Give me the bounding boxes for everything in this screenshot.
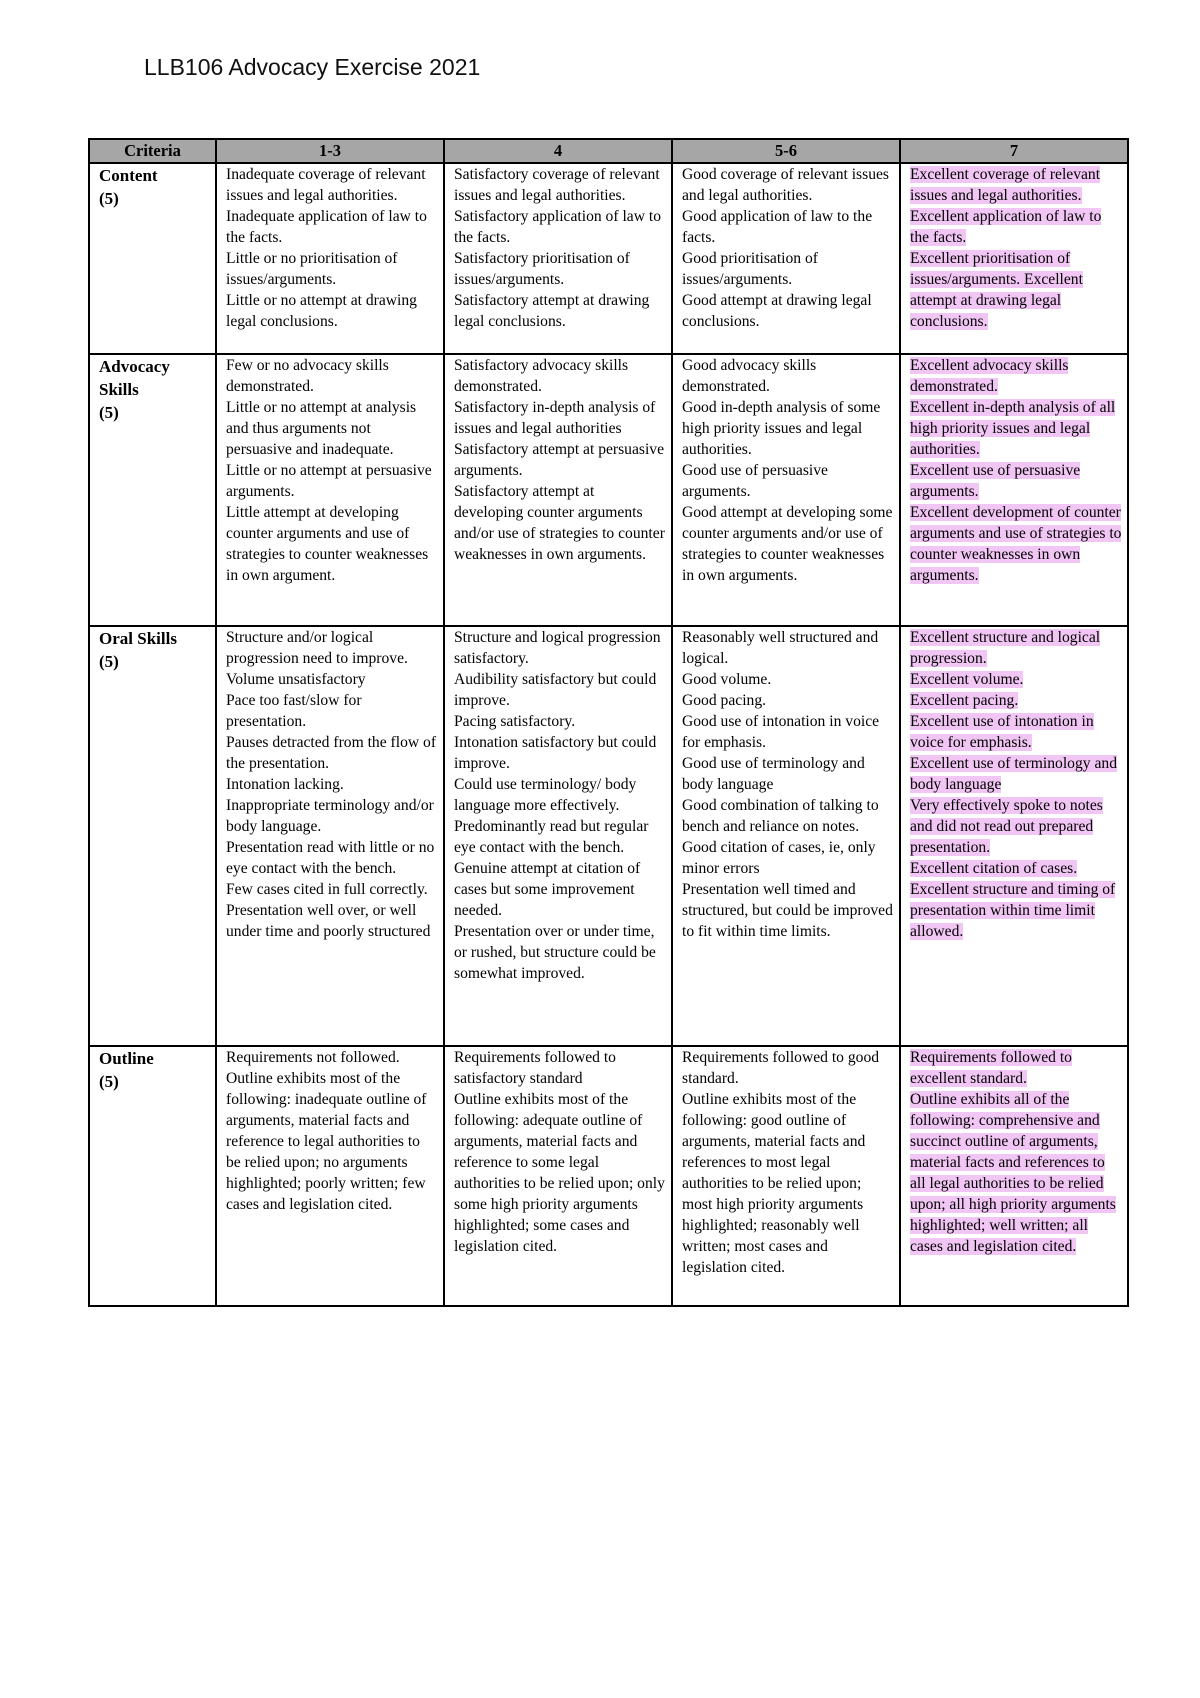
descriptor-line: Inappropriate terminology and/or body language.	[226, 797, 434, 835]
descriptor-line: Requirements not followed.	[226, 1049, 400, 1066]
descriptor-line: Good attempt at developing some counter arguments and/or use of strategies to counter weaknesses in own arguments.	[682, 504, 893, 584]
descriptor-line: Satisfactory in-depth analysis of issues and legal authorities	[454, 399, 656, 437]
descriptor-line: Good attempt at drawing legal conclusions.	[682, 292, 872, 330]
descriptor-line: Good use of terminology and body language	[682, 755, 865, 793]
descriptor-line: Few or no advocacy skills demonstrated.	[226, 357, 389, 395]
highlighted-text: Excellent use of terminology and body language	[910, 755, 1117, 793]
descriptor-cell-4	[444, 354, 672, 626]
descriptor-line: Pacing satisfactory.	[454, 713, 576, 730]
descriptor-line: Good application of law to the facts.	[682, 208, 873, 246]
criterion-name: Content	[99, 166, 158, 185]
criterion-cell	[89, 1046, 216, 1306]
descriptor-line	[910, 206, 1122, 248]
descriptor-line: Requirements followed to good standard.	[682, 1049, 880, 1087]
descriptor-line: Presentation over or under time, or rushed, but structure could be somewhat improved.	[454, 923, 656, 982]
descriptor-cell-1-3	[216, 354, 444, 626]
descriptor-line: Presentation well over, or well under time and poorly structured	[226, 902, 431, 940]
descriptor-line: Satisfactory coverage of relevant issues and legal authorities.	[454, 166, 660, 204]
descriptor-line	[910, 795, 1122, 858]
table-row	[89, 354, 1128, 626]
highlighted-text: Excellent structure and timing of presentation within time limit allowed.	[910, 881, 1116, 940]
descriptor-cell-1-3	[216, 163, 444, 354]
table-row	[89, 163, 1128, 354]
header-4: 4	[444, 139, 672, 163]
descriptor-line	[910, 879, 1122, 942]
highlighted-text: Requirements followed to excellent standard.	[910, 1049, 1072, 1087]
page-title: LLB106 Advocacy Exercise 2021	[144, 54, 481, 80]
table-row	[89, 626, 1128, 1046]
descriptor-cell-4	[444, 626, 672, 1046]
descriptor-line: Reasonably well structured and logical.	[682, 629, 879, 667]
descriptor-line: Structure and logical progression satisfactory.	[454, 629, 661, 667]
descriptor-line: Presentation well timed and structured, but could be improved to fit within time limits.	[682, 881, 893, 940]
descriptor-line: Good in-depth analysis of some high priority issues and legal authorities.	[682, 399, 881, 458]
descriptor-line: Inadequate application of law to the facts.	[226, 208, 427, 246]
descriptor-line	[910, 460, 1122, 502]
descriptor-cell-5-6	[672, 163, 900, 354]
descriptor-line: Outline exhibits most of the following: adequate outline of arguments, material facts and reference to some legal authorities to be relied upon; only some high priority arguments highlighted; some cases and legislation cited.	[454, 1091, 665, 1255]
descriptor-line: Presentation read with little or no eye contact with the bench.	[226, 839, 435, 877]
descriptor-line: Good volume.	[682, 671, 772, 688]
descriptor-line	[910, 669, 1122, 690]
highlighted-text: Excellent volume.	[910, 671, 1024, 688]
descriptor-cell-4	[444, 163, 672, 354]
descriptor-cell-7	[900, 163, 1128, 354]
descriptor-line	[910, 1047, 1122, 1089]
descriptor-line	[910, 858, 1122, 879]
header-7: 7	[900, 139, 1128, 163]
descriptor-line	[910, 627, 1122, 669]
descriptor-line	[910, 753, 1122, 795]
criterion-marks: (5)	[99, 652, 119, 671]
descriptor-line	[910, 248, 1122, 332]
descriptor-line	[910, 711, 1122, 753]
descriptor-line: Satisfactory attempt at developing counter arguments and/or use of strategies to counter weaknesses in own arguments.	[454, 483, 665, 563]
criterion-name: Outline	[99, 1049, 154, 1068]
header-1-3: 1-3	[216, 139, 444, 163]
descriptor-line: Genuine attempt at citation of cases but some improvement needed.	[454, 860, 641, 919]
descriptor-cell-5-6	[672, 1046, 900, 1306]
highlighted-text: Excellent prioritisation of issues/arguments. Excellent attempt at drawing legal conclusions.	[910, 250, 1083, 330]
descriptor-cell-4	[444, 1046, 672, 1306]
descriptor-line: Little or no attempt at analysis and thus arguments not persuasive and inadequate.	[226, 399, 417, 458]
header-5-6: 5-6	[672, 139, 900, 163]
descriptor-line: Satisfactory prioritisation of issues/arguments.	[454, 250, 630, 288]
descriptor-line: Little or no attempt at drawing legal conclusions.	[226, 292, 417, 330]
descriptor-line: Good advocacy skills demonstrated.	[682, 357, 817, 395]
criterion-marks: (5)	[99, 403, 119, 422]
descriptor-line: Satisfactory application of law to the facts.	[454, 208, 661, 246]
highlighted-text: Very effectively spoke to notes and did not read out prepared presentation.	[910, 797, 1103, 856]
highlighted-text: Excellent use of intonation in voice for emphasis.	[910, 713, 1094, 751]
highlighted-text: Excellent structure and logical progression.	[910, 629, 1101, 667]
highlighted-text: Excellent citation of cases.	[910, 860, 1078, 877]
table-row	[89, 1046, 1128, 1306]
criterion-cell	[89, 163, 216, 354]
descriptor-line: Good use of persuasive arguments.	[682, 462, 828, 500]
highlighted-text: Excellent application of law to the facts.	[910, 208, 1102, 246]
highlighted-text: Excellent advocacy skills demonstrated.	[910, 357, 1069, 395]
descriptor-cell-1-3	[216, 626, 444, 1046]
descriptor-line: Satisfactory attempt at drawing legal conclusions.	[454, 292, 650, 330]
descriptor-line: Predominantly read but regular eye contact with the bench.	[454, 818, 649, 856]
descriptor-line: Structure and/or logical progression need to improve.	[226, 629, 408, 667]
descriptor-line	[910, 690, 1122, 711]
descriptor-line: Satisfactory advocacy skills demonstrated.	[454, 357, 629, 395]
descriptor-line: Good citation of cases, ie, only minor errors	[682, 839, 876, 877]
descriptor-cell-7	[900, 1046, 1128, 1306]
descriptor-line: Good prioritisation of issues/arguments.	[682, 250, 818, 288]
descriptor-line: Good combination of talking to bench and reliance on notes.	[682, 797, 879, 835]
descriptor-cell-1-3	[216, 1046, 444, 1306]
criterion-marks: (5)	[99, 1072, 119, 1091]
descriptor-line: Outline exhibits most of the following: inadequate outline of arguments, material facts and reference to legal authorities to be relied upon; no arguments highlighted; poorly written; few cases and legislation cited.	[226, 1070, 427, 1213]
descriptor-line: Good coverage of relevant issues and legal authorities.	[682, 166, 889, 204]
highlighted-text: Outline exhibits all of the following: comprehensive and succinct outline of arguments, material facts and references to all legal authorities to be relied upon; all high priority arguments highlighted; well written; all cases and legislation cited.	[910, 1091, 1116, 1255]
descriptor-line: Good pacing.	[682, 692, 767, 709]
descriptor-line	[910, 355, 1122, 397]
descriptor-line: Requirements followed to satisfactory standard	[454, 1049, 616, 1087]
descriptor-line: Little or no attempt at persuasive arguments.	[226, 462, 432, 500]
descriptor-line: Few cases cited in full correctly.	[226, 881, 428, 898]
rubric-table	[88, 138, 1129, 1307]
descriptor-cell-7	[900, 354, 1128, 626]
descriptor-line: Good use of intonation in voice for emphasis.	[682, 713, 880, 751]
descriptor-line: Little attempt at developing counter arguments and use of strategies to counter weaknesses in own argument.	[226, 504, 429, 584]
descriptor-line: Outline exhibits most of the following: good outline of arguments, material facts and references to most legal authorities to be relied upon; most high priority arguments highlighted; reasonably well written; most cases and legislation cited.	[682, 1091, 866, 1276]
highlighted-text: Excellent pacing.	[910, 692, 1019, 709]
descriptor-line: Intonation satisfactory but could improve.	[454, 734, 657, 772]
descriptor-line: Pace too fast/slow for presentation.	[226, 692, 362, 730]
descriptor-cell-5-6	[672, 626, 900, 1046]
descriptor-line: Satisfactory attempt at persuasive arguments.	[454, 441, 665, 479]
criterion-name: Advocacy Skills	[99, 357, 170, 399]
highlighted-text: Excellent development of counter arguments and use of strategies to counter weaknesses in own arguments.	[910, 504, 1122, 584]
descriptor-line: Intonation lacking.	[226, 776, 344, 793]
criterion-cell	[89, 626, 216, 1046]
descriptor-line	[910, 502, 1122, 586]
highlighted-text: Excellent in-depth analysis of all high priority issues and legal authorities.	[910, 399, 1116, 458]
descriptor-line: Pauses detracted from the flow of the presentation.	[226, 734, 437, 772]
criterion-marks: (5)	[99, 189, 119, 208]
descriptor-line: Volume unsatisfactory	[226, 671, 366, 688]
highlighted-text: Excellent use of persuasive arguments.	[910, 462, 1081, 500]
highlighted-text: Excellent coverage of relevant issues and legal authorities.	[910, 166, 1101, 204]
criterion-cell	[89, 354, 216, 626]
descriptor-line: Inadequate coverage of relevant issues and legal authorities.	[226, 166, 426, 204]
descriptor-line	[910, 397, 1122, 460]
descriptor-line: Could use terminology/ body language more effectively.	[454, 776, 637, 814]
descriptor-line: Little or no prioritisation of issues/arguments.	[226, 250, 398, 288]
descriptor-line	[910, 164, 1122, 206]
descriptor-line: Audibility satisfactory but could improve.	[454, 671, 657, 709]
header-row	[89, 139, 1128, 163]
descriptor-cell-7	[900, 626, 1128, 1046]
descriptor-cell-5-6	[672, 354, 900, 626]
criterion-name: Oral Skills	[99, 629, 177, 648]
header-criteria: Criteria	[89, 139, 216, 163]
descriptor-line	[910, 1089, 1122, 1257]
